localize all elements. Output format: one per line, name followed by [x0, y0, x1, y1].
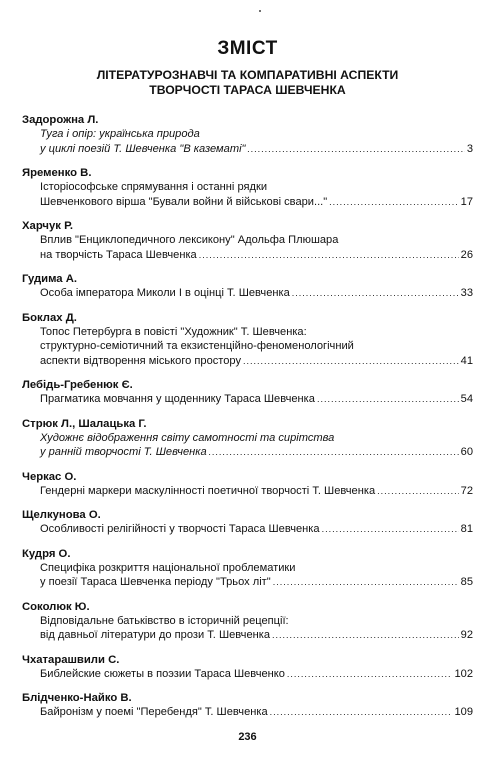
entry-title-last-line[interactable] [22, 484, 473, 499]
entry-title-line: Вплив "Енциклопедичного лексикону" Адольфа Плюшара [40, 234, 339, 246]
entry-title-line: Художнє відображення світу самотності та сирітства [40, 431, 335, 444]
entry-title-text: у поезії Тараса Шевченка періоду "Трьох літ" [40, 576, 271, 588]
entry-title-text: Библейские сюжеты в поэзии Тараса Шевченко [40, 667, 285, 680]
subtitle-line-1: ЛІТЕРАТУРОЗНАВЧІ ТА КОМПАРАТИВНІ АСПЕКТИ [96, 68, 399, 82]
entry-title-text: Особливості релігійності у творчості Тараса Шевченка [40, 523, 320, 535]
toc-entry [22, 547, 473, 590]
dot-leader [247, 142, 464, 157]
entry-page-number: 33 [460, 287, 473, 299]
entry-gap [22, 301, 473, 311]
dot-leader [272, 628, 459, 643]
entry-author: Харчук Р. [22, 220, 74, 232]
entry-title-last-line[interactable] [22, 248, 473, 263]
entry-author: Черкас О. [22, 470, 77, 483]
entry-title-last-line[interactable] [22, 195, 473, 210]
entry-title-last-line[interactable] [22, 667, 473, 682]
toc-entry [22, 378, 473, 407]
page-title: ЗМІСТ [217, 38, 278, 59]
entry-title-text: від давньої літератури до прози Т. Шевченка [40, 629, 271, 641]
entry-author: Щелкунова О. [22, 509, 101, 521]
toc-entry [22, 417, 473, 460]
entry-title-line: Історіософське спрямування і останні рядки [40, 181, 268, 193]
toc-entry [22, 113, 473, 156]
entry-title-text: у ранній творчості Т. Шевченка [40, 446, 207, 458]
entry-gap [22, 209, 473, 219]
subtitle-line-2: ТВОРЧОСТІ ТАРАСА ШЕВЧЕНКА [149, 83, 346, 97]
toc-entry [22, 653, 473, 682]
section-subtitle [40, 68, 455, 98]
entry-title-last-line[interactable] [22, 522, 473, 537]
entry-title-last-line[interactable] [22, 286, 473, 301]
entry-title-line: Туга і опір: українська природа [40, 128, 200, 140]
table-of-contents [22, 113, 473, 720]
entry-title-line: Специфіка розкриття національної проблематики [40, 561, 296, 574]
entry-title-last-line[interactable] [22, 142, 473, 157]
entry-gap [22, 156, 473, 166]
dot-leader [209, 445, 459, 460]
entry-page-number: 102 [454, 667, 473, 680]
toc-entry [22, 600, 473, 643]
toc-entry [22, 470, 473, 499]
entry-author: Гудима А. [22, 273, 78, 285]
entry-page-number: 26 [460, 248, 473, 261]
entry-title-text: аспекти відтворення міського простору [40, 354, 241, 367]
entry-author: Стрюк Л., Шалацька Г. [22, 417, 147, 430]
dot-leader [270, 705, 453, 720]
entry-title-last-line[interactable] [22, 392, 473, 407]
entry-gap [22, 643, 473, 653]
entry-title-last-line[interactable] [22, 628, 473, 643]
entry-title-text: Прагматика мовчання у щоденнику Тараса Шевченка [40, 393, 315, 405]
entry-author: Боклах Д. [22, 311, 77, 324]
entry-title-text: Шевченкового вірша "Бували войни й військові свари..." [40, 195, 328, 208]
entry-title-last-line[interactable] [22, 445, 473, 460]
entry-title-text: Особа імператора Миколи І в оцінці Т. Шевченка [40, 287, 290, 299]
entry-title-text: на творчість Тараса Шевченка [40, 248, 197, 261]
entry-title-text: Байронізм у поемі "Перебендя" Т. Шевченка [40, 706, 268, 718]
entry-gap [22, 590, 473, 600]
entry-page-number: 60 [460, 446, 473, 458]
entry-title-line: структурно-семіотичний та екзистенційно-феноменологічний [40, 340, 354, 352]
entry-author: Чхатарашвили С. [22, 653, 120, 666]
toc-entry [22, 508, 473, 537]
dot-leader [199, 248, 459, 263]
entry-title-last-line[interactable] [22, 575, 473, 590]
toc-entry [22, 691, 473, 720]
dot-leader [287, 667, 453, 682]
entry-author: Задорожна Л. [22, 114, 99, 126]
entry-gap [22, 498, 473, 508]
entry-title-last-line[interactable] [22, 705, 473, 720]
entry-page-number: 109 [454, 706, 473, 718]
toc-entry [22, 311, 473, 369]
dot-leader [243, 354, 459, 369]
entry-gap [22, 368, 473, 378]
entry-page-number: 17 [460, 195, 473, 208]
dot-leader [329, 195, 458, 210]
entry-page-number: 85 [460, 576, 473, 588]
entry-page-number: 41 [460, 354, 473, 367]
entry-author: Блідченко-Найко В. [22, 692, 132, 704]
entry-author: Кудря О. [22, 547, 71, 560]
dot-leader [377, 484, 459, 499]
dot-leader [273, 575, 459, 590]
dot-leader [322, 522, 459, 537]
entry-gap [22, 407, 473, 417]
dot-leader [292, 286, 459, 301]
entry-page-number: 72 [460, 484, 473, 497]
entry-title-last-line[interactable] [22, 354, 473, 369]
entry-gap [22, 681, 473, 691]
toc-entry [22, 219, 473, 262]
entry-author: Соколюк Ю. [22, 600, 90, 613]
toc-entry [22, 272, 473, 301]
entry-author: Лебідь-Гребенюк Є. [22, 379, 133, 391]
entry-page-number: 92 [460, 629, 473, 641]
scan-speck [259, 10, 261, 12]
page-number: 236 [238, 731, 257, 743]
entry-author: Яременко В. [22, 167, 92, 179]
entry-page-number: 3 [466, 142, 473, 155]
entry-title-line: Топос Петербурга в повісті "Художник" Т. Шевченка: [40, 325, 307, 338]
entry-title-line: Відповідальне батьківство в історичній рецепції: [40, 614, 289, 627]
entry-gap [22, 537, 473, 547]
toc-entry [22, 166, 473, 209]
entry-title-text: у циклі поезій Т. Шевченка "В казематі" [40, 142, 246, 155]
entry-gap [22, 262, 473, 272]
entry-page-number: 54 [460, 393, 473, 405]
entry-title-text: Гендерні маркери маскулінності поетичної творчості Т. Шевченка [40, 484, 376, 497]
dot-leader [317, 392, 459, 407]
entry-gap [22, 460, 473, 470]
entry-page-number: 81 [460, 523, 473, 535]
